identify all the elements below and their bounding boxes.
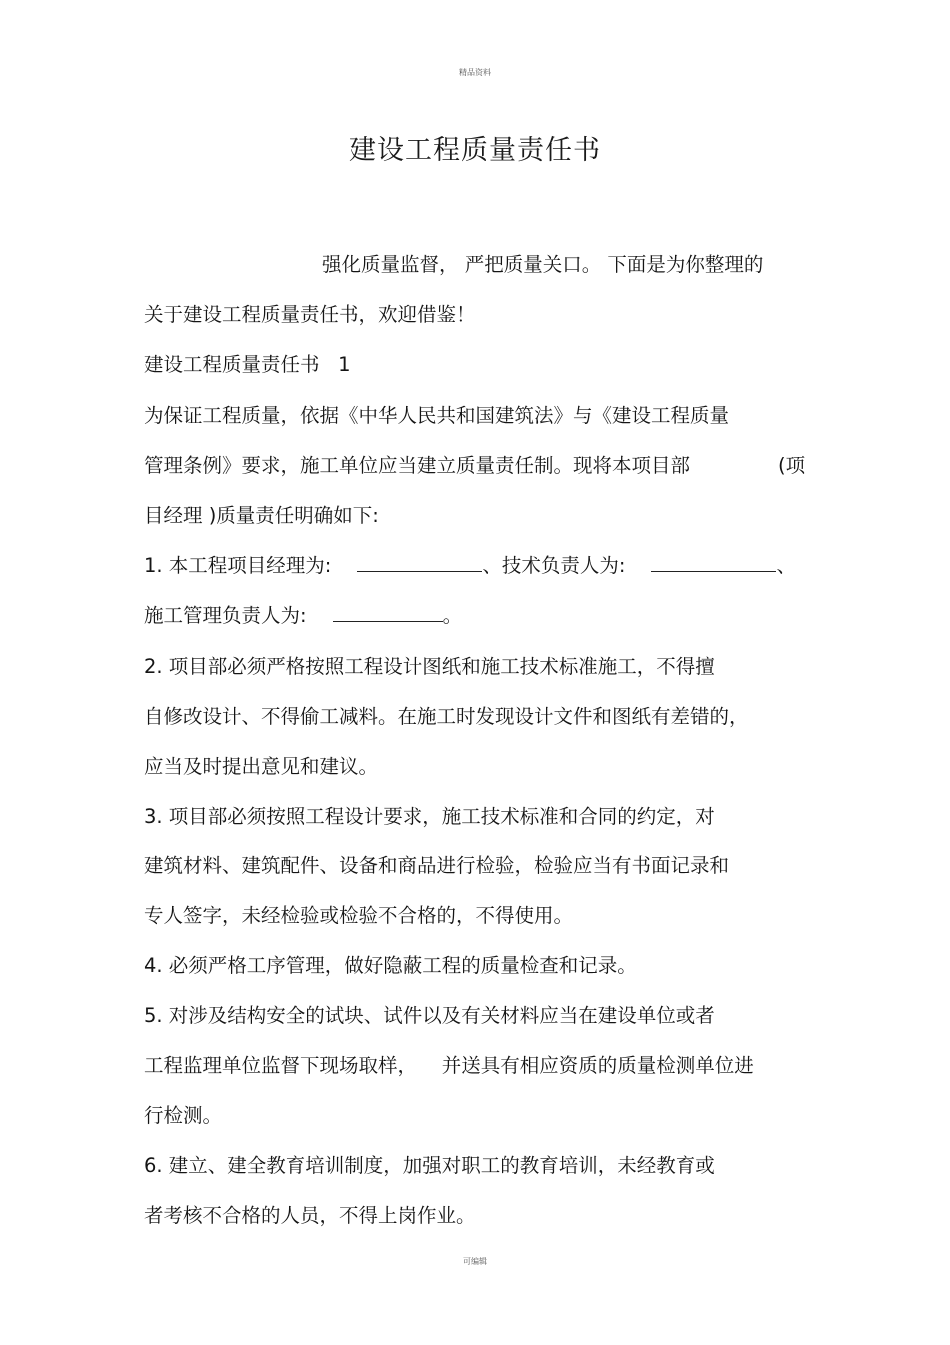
item-2-line: 自修改设计、不得偷工减料。在施工时发现设计文件和图纸有差错的， [144, 705, 749, 728]
project-manager-label: 1. 本工程项目经理为: [144, 554, 332, 577]
item-4-line: 4. 必须严格工序管理，做好隐蔽工程的质量检查和记录。 [144, 954, 637, 977]
item-5-line: 工程监理单位监督下现场取样， 并送具有相应资质的质量检测单位进 [144, 1054, 754, 1077]
item-1-line-2 [144, 603, 462, 629]
item-3-line: 专人签字，未经检验或检验不合格的，不得使用。 [144, 904, 574, 927]
intro-line-2: 关于建设工程质量责任书，欢迎借鉴！ [144, 303, 476, 326]
footer-label: 可编辑 [463, 1257, 487, 1266]
item-2-line: 应当及时提出意见和建议。 [144, 755, 379, 778]
construction-manager-blank[interactable] [333, 603, 443, 622]
section-heading: 建设工程质量责任书 1 [144, 353, 351, 376]
header-label: 精品资料 [459, 68, 491, 77]
item-1-line [144, 553, 796, 579]
item-3-line: 建筑材料、建筑配件、设备和商品进行检验，检验应当有书面记录和 [144, 854, 730, 877]
paragraph-line-right: (项 [778, 454, 806, 477]
item-1-end: 。 [442, 604, 463, 627]
item-2-line: 2. 项目部必须严格按照工程设计图纸和施工技术标准施工，不得擅 [144, 655, 715, 678]
document-title: 建设工程质量责任书 [349, 135, 601, 166]
item-5-line: 行检测。 [144, 1104, 223, 1127]
paragraph-line: 为保证工程质量，依据《中华人民共和国建筑法》与《建设工程质量 [144, 404, 730, 427]
item-3-line: 3. 项目部必须按照工程设计要求，施工技术标准和合同的约定，对 [144, 805, 715, 828]
intro-line-1: 强化质量监督， 严把质量关口。 下面是为你整理的 [322, 253, 764, 276]
construction-manager-label: 施工管理负责人为: [144, 604, 307, 627]
item-6-line: 者考核不合格的人员，不得上岗作业。 [144, 1204, 476, 1227]
technical-lead-blank[interactable] [651, 553, 776, 572]
item-5-line: 5. 对涉及结构安全的试块、试件以及有关材料应当在建设单位或者 [144, 1004, 715, 1027]
item-1-separator-end: 、 [776, 554, 796, 577]
item-1-separator: 、技术负责人为: [482, 554, 626, 577]
paragraph-line: 目经理 )质量责任明确如下: [144, 504, 379, 527]
item-6-line: 6. 建立、建全教育培训制度，加强对职工的教育培训，未经教育或 [144, 1154, 715, 1177]
project-manager-blank[interactable] [357, 553, 482, 572]
paragraph-line: 管理条例》要求，施工单位应当建立质量责任制。现将本项目部 [144, 454, 691, 477]
